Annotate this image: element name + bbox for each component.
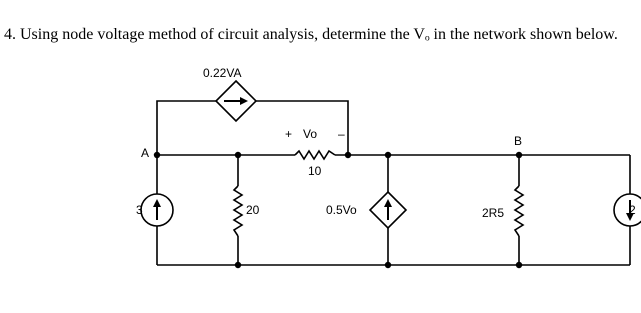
node-a-dot	[154, 152, 160, 158]
current-source-left-label: 3	[136, 203, 143, 217]
node-a-label: A	[141, 146, 150, 160]
resistor-2r5-label: 2R5	[482, 206, 505, 220]
dependent-source-mid-label: 0.5Vo	[326, 203, 357, 217]
node-b-dot	[516, 152, 522, 158]
node-dot	[235, 152, 241, 158]
current-source-right-label: 2	[629, 203, 636, 217]
resistor-20-label: 20	[246, 203, 260, 217]
node-dot	[235, 262, 241, 268]
resistor-10-zigzag	[295, 151, 335, 159]
top-loop-wire	[157, 101, 348, 155]
vo-minus-label: –	[338, 127, 345, 141]
resistor-2r5-zigzag	[515, 186, 523, 236]
current-source-right	[614, 194, 641, 226]
node-dot	[345, 152, 351, 158]
node-dot	[385, 152, 391, 158]
question-text: 4. Using node voltage method of circuit analysis, determine the Vₒ in the network shown below.	[4, 26, 618, 43]
node-b-label: B	[514, 134, 523, 148]
resistor-10-label: 10	[308, 164, 322, 178]
vo-label: Vo	[303, 127, 318, 141]
node-dot	[516, 262, 522, 268]
dependent-source-top-label: 0.22VA	[203, 66, 242, 80]
resistor-20-zigzag	[234, 186, 242, 236]
vo-plus-label: +	[285, 127, 293, 141]
node-dot	[385, 262, 391, 268]
